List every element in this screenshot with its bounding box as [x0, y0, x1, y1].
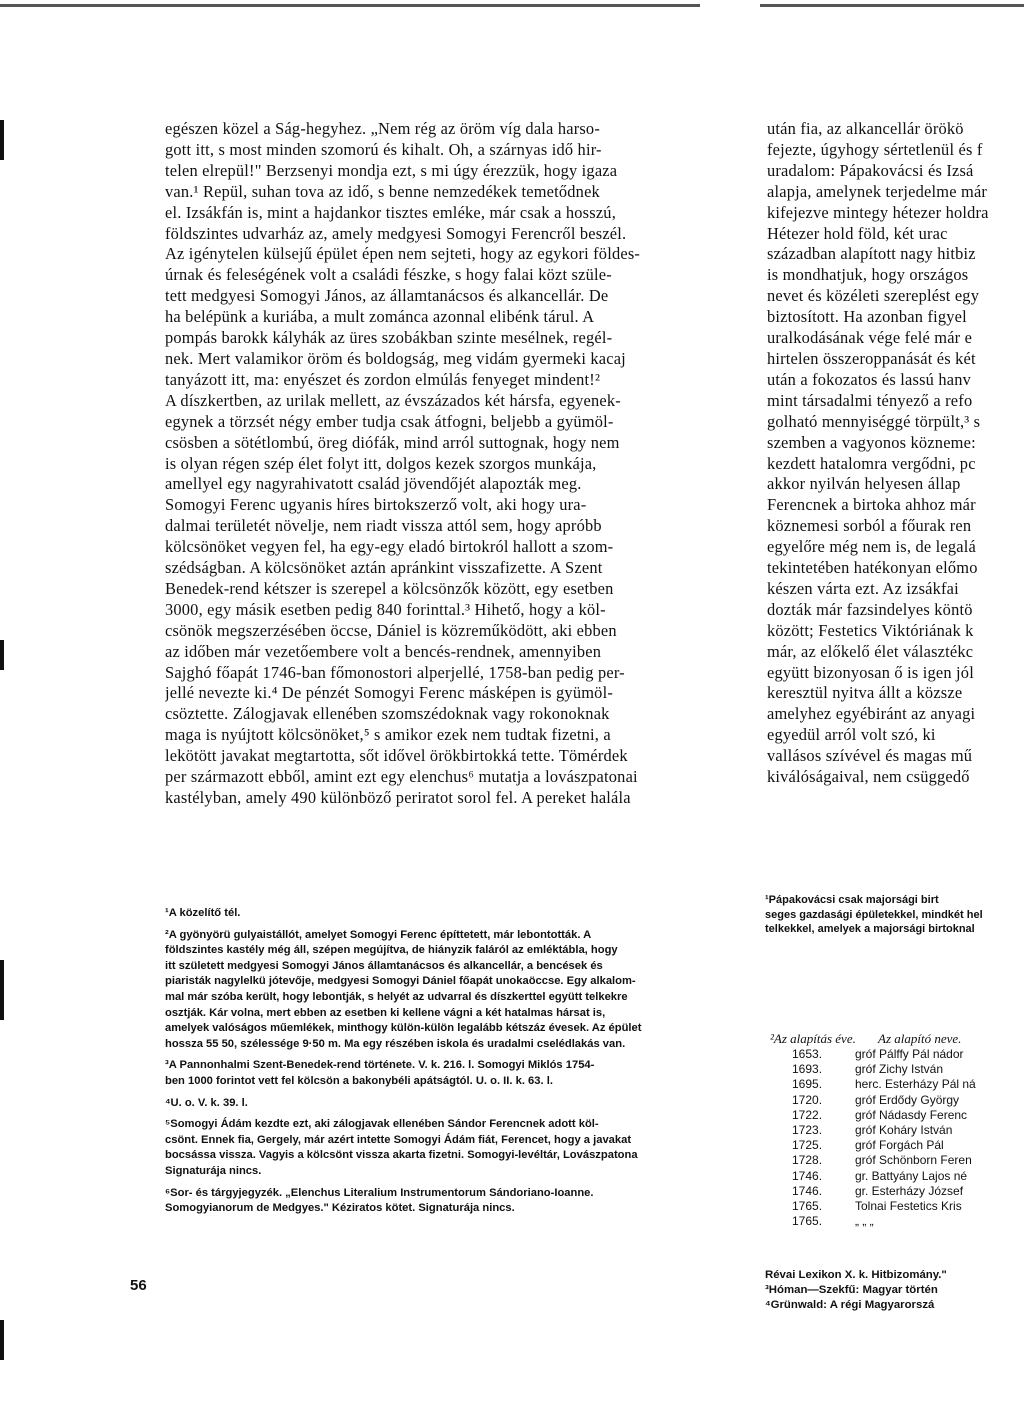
table-header: [770, 1031, 1024, 1047]
main-text-line: 3000, egy másik esetben pedig 840 forinttal.³ Hihető, hogy a köl-: [165, 599, 606, 619]
entail-founders-table: [770, 1031, 1024, 1229]
right-text-line: keresztül nyitva állt a közsze: [767, 683, 963, 703]
left-edge-mark: [0, 1320, 4, 1360]
table-cell-year: 1653.: [792, 1047, 823, 1061]
right-text-line: dozták már fazsindelyes köntö: [767, 599, 973, 619]
main-text-line: egészen közel a Ság-hegyhez. „Nem rég az öröm víg dala harso-: [165, 119, 600, 138]
main-text-line: gott itt, s most minden szomorú és kihalt. Oh, a szárnyas idő hir-: [165, 139, 602, 159]
right-bottom-footnote-line: ⁴Grünwald: A régi Magyarorszá: [765, 1299, 935, 1311]
table-cell-name: gróf Nádasdy Ferenc: [855, 1107, 968, 1122]
right-text-line: században alapított nagy hitbiz: [767, 244, 976, 264]
main-text-line: nek. Mert valamikor öröm és boldogság, meg vidám gyermeki kacaj: [165, 348, 626, 368]
table-header-name: Az alapító neve.: [878, 1031, 962, 1046]
left-edge-mark: [0, 960, 4, 1020]
main-footnotes: [165, 906, 710, 1217]
table-cell-year: 1746.: [792, 1183, 823, 1198]
main-text-line: dalmai területét növelje, nem riadt vissza attól sem, hogy apróbb: [165, 516, 602, 536]
table-cell-year: 1693.: [792, 1062, 823, 1077]
table-row: [770, 1108, 1024, 1123]
right-text-line: után a fokozatos és lassú hanv: [767, 369, 972, 389]
main-text-line: el. Izsákfán is, mint a hajdankor tisztes emléke, már csak a hosszú,: [165, 202, 616, 222]
main-text-line: is olyan régen szép élet folyt itt, dolgos kezek szorgos munkája,: [165, 453, 597, 473]
table-cell-year: 1695.: [792, 1077, 823, 1092]
main-text-line: jellé nevezte ki.⁴ De pénzét Somogyi Ferenc másképen is gyümöl-: [165, 683, 613, 703]
main-text-line: tanyázott itt, ma: enyészet és zordon elmúlás fenyeget mindent!²: [165, 369, 601, 389]
footnote-line: ben 1000 forintot vett fel kölcsön a bakonybéli apátságtól. U. o. II. k. 63. l.: [165, 1074, 553, 1087]
right-text-line: uralkodásának vége felé már e: [767, 328, 973, 348]
right-text-line: után fia, az alkancellár örökö: [767, 119, 964, 138]
main-text-line: kölcsönöket vegyen fel, ha egy-egy eladó birtokról hallott a szom-: [165, 537, 614, 557]
table-row: [770, 1123, 1024, 1138]
main-text-line: Az igénytelen külsejű épület épen nem sejteti, hogy az egykori földes-: [165, 244, 641, 264]
main-text-line: tett medgyesi Somogyi János, az államtanácsos és alkancellár. De: [165, 286, 609, 306]
right-text-line: kifejezve mintegy hétezer holdra: [767, 202, 989, 222]
main-text-line: Somogyi Ferenc ugyanis híres birtokszerző volt, aki hogy ura-: [165, 495, 587, 515]
main-text-line: csöztette. Zálogjavak ellenében szomszédoknak vagy rokonoknak: [165, 704, 610, 724]
main-text-line: szédságban. A kölcsönöket aztán apránkint visszafizette. A Szent: [165, 558, 603, 578]
main-text-line: maga is nyújtott kölcsönöket,⁵ s amikor ezek nem tudtak fizetni, a: [165, 725, 611, 745]
left-edge-mark: [0, 120, 4, 160]
right-text-line: egyedül arról volt szó, ki: [767, 725, 936, 745]
right-bottom-footnotes: [765, 1268, 1024, 1313]
table-cell-name: „ „ „: [855, 1214, 874, 1229]
table-cell-name: gróf Zichy István: [855, 1062, 944, 1077]
table-row: [770, 1199, 1024, 1214]
footnote-line: Somogyianorum de Medgyes." Kéziratos kötet. Signaturája nincs.: [165, 1202, 515, 1215]
right-text-line: együtt bizonyosan ő is igen jól: [767, 662, 974, 682]
table-cell-name: gróf Forgách Pál: [855, 1138, 944, 1153]
table-row: [770, 1214, 1024, 1229]
main-text-line: Sajghó főapát 1746-ban főmonostori alperjellé, 1758-ban pedig per-: [165, 662, 625, 682]
table-row: [770, 1062, 1024, 1077]
right-text-line: akkor nyilván helyesen állap: [767, 474, 961, 494]
main-text-line: kastélyban, amely 490 különböző periratot sorol fel. A pereket halála: [165, 788, 631, 807]
table-body: [770, 1047, 1024, 1229]
main-text-line: az időben már vezetőembere volt a bencés-rendnek, amennyiben: [165, 641, 602, 661]
right-text-line: biztosított. Ha azonban figyel: [767, 307, 967, 327]
footnote-line: Signaturája nincs.: [165, 1164, 262, 1177]
main-text-line: pompás barokk kályhák az üres szobákban szinte mesélnek, regél-: [165, 328, 613, 348]
table-cell-year: 1720.: [792, 1092, 823, 1107]
footnote-line: amelyek valóságos műemlékek, minthogy külön-külön legalább kétszáz évesek. Az épület: [165, 1022, 642, 1035]
table-cell-year: 1725.: [792, 1138, 823, 1153]
table-row: [770, 1093, 1024, 1108]
table-cell-name: gróf Schönborn Feren: [855, 1153, 972, 1168]
table-row: [770, 1138, 1024, 1153]
right-text-line: már, az előkelő élet választékc: [767, 641, 974, 661]
table-cell-name: gr. Esterházy József: [855, 1183, 964, 1198]
page-number: 56: [130, 1277, 147, 1294]
footnote-line: ⁶Sor- és tárgyjegyzék. „Elenchus Literalium Instrumentorum Sándoriano-Ioanne.: [165, 1186, 594, 1199]
table-cell-name: Tolnai Festetics Kris: [855, 1199, 962, 1214]
footnote-line: ¹A közelítő tél.: [165, 907, 241, 919]
footnote-line: földszintes kastély még áll, szépen megújítva, de hiányzik faláról az emléktábla, hogy: [165, 944, 618, 957]
footnote-line: hossza 55 50, szélessége 9·50 m. Ma egy részében iskola és uradalmi cselédlakás van.: [165, 1037, 626, 1050]
main-text-line: van.¹ Repül, suhan tova az idő, s benne nemzedékek temetődnek: [165, 181, 600, 201]
footnote-line: ³A Pannonhalmi Szent-Benedek-rend története. V. k. 216. l. Somogyi Miklós 1754-: [165, 1059, 595, 1072]
main-text-line: csösben a sötétlombú, öreg diófák, mind arról suttognak, hogy nem: [165, 432, 620, 452]
footnote-line: bocsássa vissza. Vagyis a kölcsönt vissza akarta fizetni. Somogyi-levéltár, Lovászpatona: [165, 1149, 638, 1162]
right-text-column: [767, 119, 1024, 788]
right-footnote-line: seges gazdasági épületekkel, mindkét hel: [765, 908, 983, 921]
footnote-line: ²A gyönyörü gulyaistállót, amelyet Somogyi Ferenc építtetett, már lebontották. A: [165, 928, 592, 941]
main-text-line: úrnak és feleségének volt a családi fészke, s hogy falai közt szüle-: [165, 265, 612, 285]
right-text-line: hirtelen összeroppanását és két: [767, 348, 976, 368]
right-bottom-footnote-line: ³Hóman—Szekfű: Magyar történ: [765, 1284, 938, 1296]
right-text-line: nevet és közéleti szereplést egy: [767, 286, 980, 306]
table-cell-year: 1722.: [792, 1107, 823, 1122]
main-text-line: földszintes udvarház az, amely medgyesi Somogyi Ferencről beszél.: [165, 223, 627, 243]
table-cell-name: gr. Battyány Lajos né: [855, 1168, 968, 1183]
right-text-line: Ferencnek a birtoka ahhoz már: [767, 495, 976, 515]
right-text-line: köznemesi sorból a főurak ren: [767, 516, 972, 536]
right-footnote-line: ¹Pápakovácsi csak majorsági birt: [765, 894, 939, 906]
page-top-border: [0, 4, 1024, 7]
table-cell-year: 1765.: [792, 1199, 823, 1214]
main-text-column: [165, 119, 710, 809]
right-text-line: kiválóságaival, nem csüggedő: [767, 767, 970, 787]
footnote-line: ⁵Somogyi Ádám kezdte ezt, aki zálogjavak ellenében Sándor Ferencnek adott köl-: [165, 1118, 599, 1131]
table-cell-name: gróf Koháry István: [855, 1123, 953, 1138]
right-text-line: készen várta ezt. Az izsákfai: [767, 578, 959, 598]
table-cell-name: herc. Esterházy Pál ná: [855, 1077, 976, 1092]
table-header-year: ²Az alapítás éve.: [770, 1031, 856, 1046]
main-text-line: telen elrepül!" Berzsenyi mondja ezt, s mi úgy érezzük, hogy igaza: [165, 160, 618, 180]
main-text-line: Benedek-rend kétszer is szerepel a kölcsönzők között, egy esetben: [165, 578, 614, 598]
main-text-line: amellyel egy nagyrahivatott család jövendőjét alapozták meg.: [165, 474, 582, 494]
main-text-line: egynek a törzsét négy ember tudja csak átfogni, beljebb a gyümöl-: [165, 411, 614, 431]
right-bottom-footnote-line: Révai Lexikon X. k. Hitbizomány.": [765, 1269, 947, 1281]
right-text-line: vallásos szívével és magas mű: [767, 746, 973, 766]
right-text-line: Hétezer hold föld, két urac: [767, 223, 948, 243]
table-cell-name: gróf Pálffy Pál nádor: [855, 1047, 964, 1061]
table-row: [770, 1184, 1024, 1199]
table-row: [770, 1169, 1024, 1184]
right-text-line: is mondhatjuk, hogy országos: [767, 265, 969, 285]
right-text-line: alapja, amelynek terjedelme már: [767, 181, 988, 201]
table-cell-year: 1746.: [792, 1168, 823, 1183]
right-text-line: mint társadalmi tényező a refo: [767, 390, 973, 410]
right-text-line: tekintetében hatékonyan előmo: [767, 558, 978, 578]
right-text-line: amelyhez egyébiránt az anyagi: [767, 704, 976, 724]
table-row: [770, 1077, 1024, 1092]
right-text-line: között; Festetics Viktóriának k: [767, 620, 974, 640]
right-text-line: fejezte, úgyhogy sértetlenül és f: [767, 139, 983, 159]
table-cell-year: 1765.: [792, 1214, 823, 1229]
footnote-line: itt született medgyesi Somogyi János államtanácsos és alkancellár, a bencések és: [165, 959, 603, 972]
right-text-line: egyelőre még nem is, de legalá: [767, 537, 976, 557]
main-text-line: lekötött javakat megtartotta, sőt idővel örökbirtokká tette. Tömérdek: [165, 746, 628, 766]
footnote-line: csönt. Ennek fia, Gergely, már azért intette Somogyi Ádám fiát, Ferencet, hogy a javakat: [165, 1133, 632, 1146]
main-text-line: A díszkertben, az urilak mellett, az évszázados két hársfa, egyenek-: [165, 390, 621, 410]
table-cell-year: 1723.: [792, 1123, 823, 1138]
table-row: [770, 1153, 1024, 1168]
page-top-border-gap: [700, 3, 760, 8]
right-footnotes: [765, 893, 1024, 937]
table-cell-name: gróf Erdődy György: [855, 1092, 960, 1107]
footnote-line: osztják. Kár volna, mert ebben az esetben ki kellene vágni a két hatalmas hársat is,: [165, 1006, 606, 1019]
main-text-line: ha belépünk a kuriába, a mult zománca azonnal elibénk tárul. A: [165, 307, 595, 327]
right-footnote-line: telkekkel, amelyek a majorsági birtoknal: [765, 923, 975, 936]
right-text-line: szemben a vagyonos közneme:: [767, 432, 976, 452]
main-text-line: per származott ebből, amint ezt egy elenchus⁶ mutatja a lovászpatonai: [165, 767, 638, 787]
table-row: [770, 1047, 1024, 1062]
footnote-line: piaristák nagylelkü jótevője, medgyesi Somogyi Dániel főapát unokaöccse. Egy alkalom-: [165, 975, 636, 988]
main-text-line: csönök megszerzésében öccse, Dániel is közreműködött, aki ebben: [165, 620, 617, 640]
right-text-line: uradalom: Pápakovácsi és Izsá: [767, 160, 974, 180]
footnote-line: ⁴U. o. V. k. 39. l.: [165, 1096, 248, 1109]
right-text-line: golható mennyiséggé törpült,³ s: [767, 411, 981, 431]
table-cell-year: 1728.: [792, 1153, 823, 1168]
footnote-line: mal már szóba került, hogy lebontják, s helyét az udvarral és díszkerttel együtt telkekre: [165, 990, 628, 1003]
left-edge-mark: [0, 640, 4, 670]
right-text-line: kezdett hatalomra vergődni, pc: [767, 453, 976, 473]
